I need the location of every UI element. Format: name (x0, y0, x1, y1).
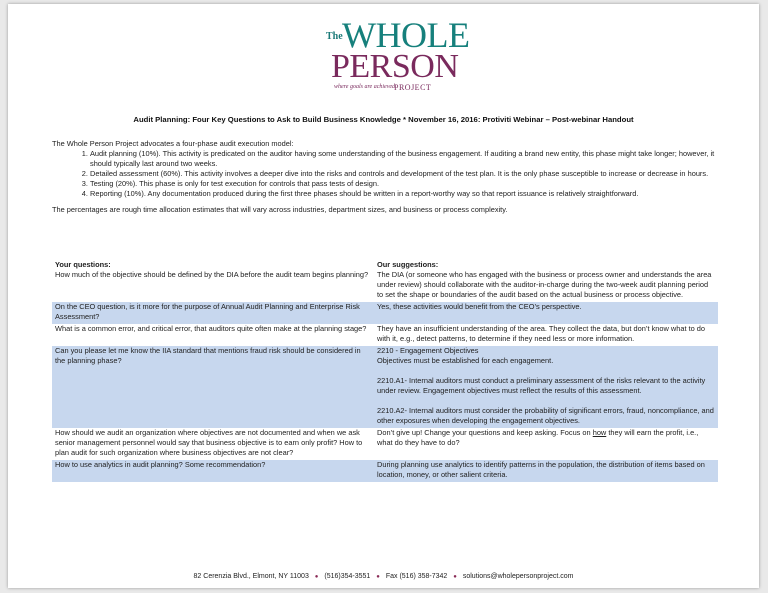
answer-text-end: they will earn the profit, i.e., what do they have to do? (377, 428, 699, 447)
answer-paragraph: During planning use analytics to identify patterns in the population, the distribution of items based on location, money, or other salient criteria. (377, 460, 705, 479)
footer-address: 82 Cerenzia Blvd., Elmont, NY 11003 (193, 573, 309, 580)
intro-section (52, 139, 722, 215)
footer-email[interactable]: solutions@wholepersonproject.com (462, 573, 574, 580)
answer-cell (374, 270, 718, 302)
bullet-dot-icon: ● (376, 574, 380, 580)
intro-lead: The Whole Person Project advocates a four-phase audit execution model: (52, 139, 294, 148)
logo-person: PERSON (331, 48, 459, 85)
table-row (52, 346, 718, 428)
question-cell: Can you please let me know the IIA standard that mentions fraud risk should be considered in the planning phase? (52, 346, 374, 428)
document-title: Audit Planning: Four Key Questions to Ask to Build Business Knowledge * November 16, 2016: Protiviti Webinar – Post-webinar Handout (133, 115, 634, 124)
question-cell: How should we audit an organization where objectives are not documented and when we ask senior management personnel would say that business objective is to earn only profit? How to plan audit for such organization where business objectives are not clear? (55, 428, 363, 457)
qa-header-row (52, 260, 718, 270)
table-row (52, 302, 718, 324)
logo-whole: WHOLE (342, 15, 470, 55)
answer-cell (374, 324, 718, 346)
phase-item: 4. Reporting (10%). Any documentation produced during the first three phases should be written in a report-worthy way so that report issuance is relatively straightforward. (90, 189, 722, 199)
answer-paragraph: 2210.A2- Internal auditors must consider the probability of significant errors, fraud, noncompliance, and other exposures when developing the engagement objectives. (377, 406, 714, 425)
table-row (52, 428, 718, 460)
whole-person-project-logo (326, 14, 470, 94)
answer-paragraph: 2210 - Engagement Objectives Objectives must be established for each engagement. (377, 346, 554, 365)
header-questions: Your questions: (55, 260, 111, 269)
qa-table (52, 260, 718, 482)
question-cell: How to use analytics in audit planning? Some recommendation? (52, 460, 374, 482)
answer-cell (374, 302, 718, 324)
logo-the: The (326, 31, 343, 42)
answer-cell (374, 460, 718, 482)
footer-contact (8, 573, 759, 580)
footer-fax: Fax (516) 358-7342 (385, 573, 448, 580)
handout-page (8, 4, 759, 588)
table-row (52, 460, 718, 482)
header-suggestions: Our suggestions: (377, 260, 439, 269)
answer-paragraph: 2210.A1- Internal auditors must conduct a preliminary assessment of the risks relevant to the activity under review. Engagement objectives must reflect the results of this assessment. (377, 376, 706, 395)
answer-cell (374, 346, 718, 428)
answer-text-start: Don’t give up! Change your questions and keep asking. Focus on (377, 428, 593, 437)
bullet-dot-icon: ● (314, 574, 319, 580)
logo-project: PROJECT (394, 83, 432, 92)
answer-cell (374, 428, 718, 460)
logo-tagline: where goals are achieved (334, 84, 396, 90)
answer-paragraph: Yes, these activities would benefit from the CEO’s perspective. (377, 302, 582, 311)
phase-item: 3. Testing (20%). This phase is only for test execution for controls that pass tests of design. (90, 179, 722, 189)
question-cell: How much of the objective should be defined by the DIA before the audit team begins planning? (55, 270, 369, 279)
table-row (52, 324, 718, 346)
bullet-dot-icon: ● (453, 574, 457, 580)
intro-note: The percentages are rough time allocation estimates that will vary across industries, department sizes, and business or process complexity. (52, 205, 508, 214)
phase-list (52, 149, 722, 199)
footer-phone: (516)354-3551 (324, 573, 371, 580)
question-cell: On the CEO question, is it more for the purpose of Annual Audit Planning and Enterprise Risk Assessment? (52, 302, 374, 324)
phase-item: 1. Audit planning (10%). This activity is predicated on the auditor having some understanding of the business engagement. If auditing a brand new entity, this phase might take longer; however, it should typically last around two weeks. (90, 149, 722, 169)
question-cell: What is a common error, and critical error, that auditors quite often make at the planning stage? (55, 324, 367, 333)
phase-item: 2. Detailed assessment (60%). This activity involves a deeper dive into the risks and controls and development of the test plan. It is the only phase susceptible to increase or decrease in hours. (90, 169, 722, 179)
answer-paragraph: They have an insufficient understanding of the area. They collect the data, but don’t know what to do with it, e.g., detect patterns, to determine if they need less or more information. (377, 324, 706, 343)
answer-paragraph: The DIA (or someone who has engaged with the business or process owner and understands the area under review) should collaborate with the auditor-in-charge during the two-week audit planning period to set the shape or boundaries of the audit based on the actual business or process objective. (377, 270, 712, 299)
table-row (52, 270, 718, 302)
answer-emphasis: how (592, 428, 607, 437)
